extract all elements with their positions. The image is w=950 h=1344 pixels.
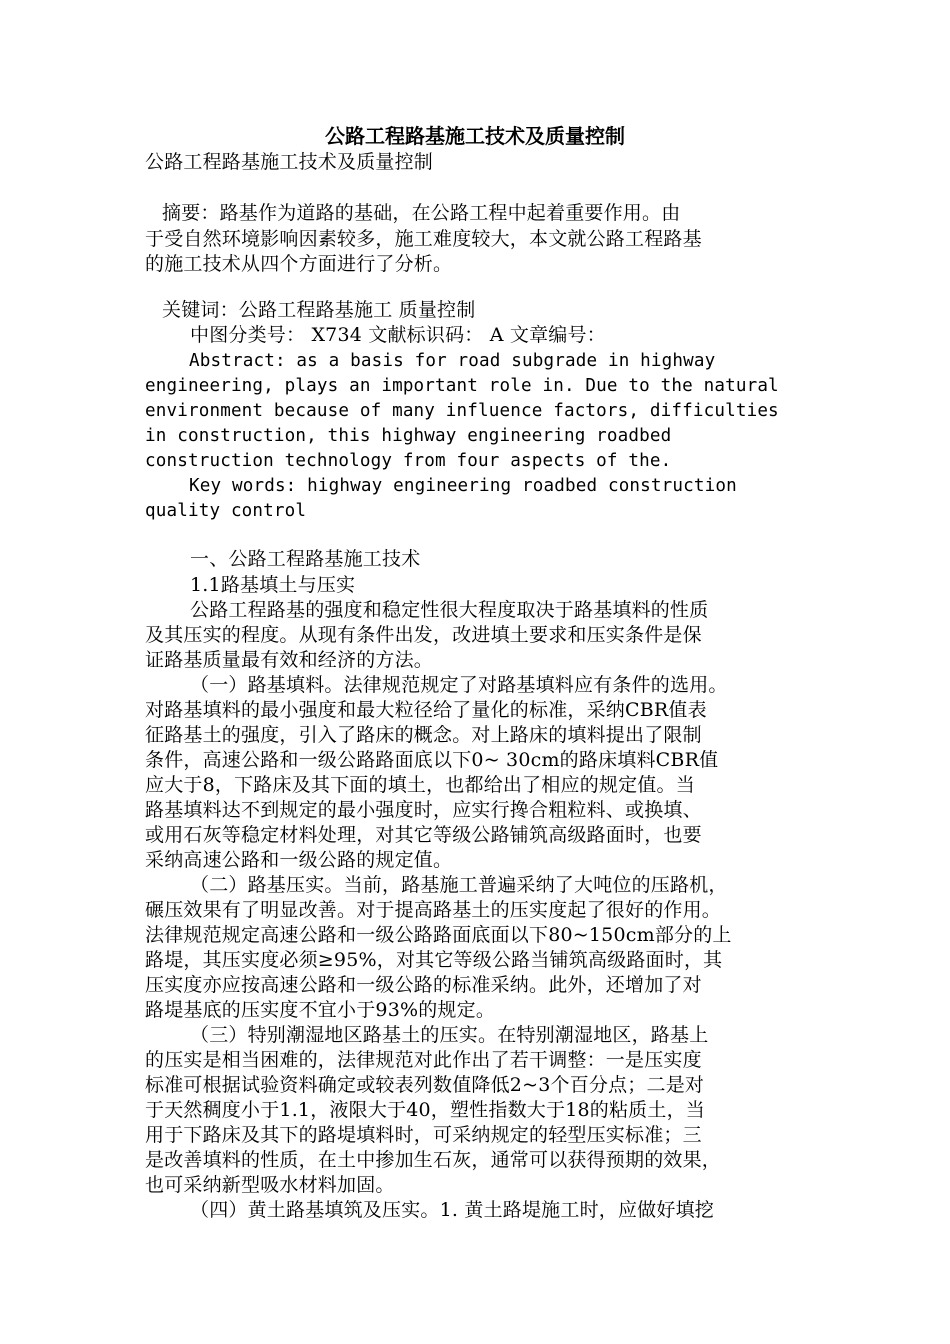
body-line: 或用石灰等稳定材料处理，对其它等级公路铺筑高级路面时，也要 bbox=[145, 824, 702, 846]
body-line: 路堤，其压实度必须≥95%，对其它等级公路当铺筑高级路面时，其 bbox=[145, 949, 723, 971]
abstract-cn-line: 的施工技术从四个方面进行了分析。 bbox=[145, 253, 453, 275]
subsection-heading: 1.1路基填土与压实 bbox=[190, 574, 356, 596]
abstract-en-line: in construction, this highway engineering roadbed bbox=[145, 426, 672, 446]
body-line: 路堤基底的压实度不宜小于93%的规定。 bbox=[145, 999, 496, 1021]
keywords-en-line: quality control bbox=[145, 501, 307, 521]
body-line: 用于下路床及其下的路堤填料时，可采纳规定的轻型压实标准；三 bbox=[145, 1124, 702, 1146]
abstract-cn-line: 于受自然环境影响因素较多，施工难度较大，本文就公路工程路基 bbox=[145, 228, 702, 250]
body-line: 于天然稠度小于1.1，液限大于40，塑性指数大于18的粘质土，当 bbox=[145, 1099, 705, 1121]
body-line: 对路基填料的最小强度和最大粒径给了量化的标准，采纳CBR值表 bbox=[145, 699, 707, 721]
body-line: 公路工程路基的强度和稳定性很大程度取决于路基填料的性质 bbox=[190, 599, 709, 621]
body-line: 法律规范规定高速公路和一级公路路面底面以下80~150cm部分的上 bbox=[145, 924, 732, 946]
body-line: （四）黄土路基填筑及压实。1. 黄土路堤施工时，应做好填挖 bbox=[190, 1199, 714, 1221]
body-line: 的压实是相当困难的，法律规范对此作出了若干调整：一是压实度 bbox=[145, 1049, 702, 1071]
body-line: 证路基质量最有效和经济的方法。 bbox=[145, 649, 434, 671]
body-line: 标准可根据试验资料确定或较表列数值降低2~3个百分点；二是对 bbox=[145, 1074, 705, 1096]
body-line: 压实度亦应按高速公路和一级公路的标准采纳。此外，还增加了对 bbox=[145, 974, 702, 996]
body-line: 也可采纳新型吸水材料加固。 bbox=[145, 1174, 395, 1196]
abstract-en-line: construction technology from four aspects of the. bbox=[145, 451, 672, 471]
abstract-cn-line: 摘要：路基作为道路的基础，在公路工程中起着重要作用。由 bbox=[162, 202, 681, 224]
body-line: 征路基土的强度，引入了路床的概念。对上路床的填料提出了限制 bbox=[145, 724, 702, 746]
body-line: 路基填料达不到规定的最小强度时，应实行搀合粗粒料、或换填、 bbox=[145, 799, 702, 821]
body-line: 是改善填料的性质，在土中掺加生石灰，通常可以获得预期的效果， bbox=[145, 1149, 722, 1171]
abstract-en-line: engineering, plays an important role in. Due to the natural bbox=[145, 376, 779, 396]
body-line: （二）路基压实。当前，路基施工普遍采纳了大吨位的压路机， bbox=[190, 874, 728, 896]
document-title: 公路工程路基施工技术及质量控制 bbox=[325, 124, 625, 148]
body-line: （一）路基填料。法律规范规定了对路基填料应有条件的选用。 bbox=[190, 674, 728, 696]
abstract-en-line: environment because of many influence factors, difficulties bbox=[145, 401, 779, 421]
body-line: （三）特别潮湿地区路基土的压实。在特别潮湿地区，路基上 bbox=[190, 1024, 709, 1046]
body-line: 应大于8，下路床及其下面的填土，也都给出了相应的规定值。当 bbox=[145, 774, 695, 796]
section-heading: 一、公路工程路基施工技术 bbox=[190, 548, 421, 570]
abstract-en-line: Abstract: as a basis for road subgrade in highway bbox=[189, 351, 716, 371]
body-line: 碾压效果有了明显改善。对于提高路基土的压实度起了很好的作用。 bbox=[145, 899, 722, 921]
body-line: 采纳高速公路和一级公路的规定值。 bbox=[145, 849, 453, 871]
body-line: 及其压实的程度。从现有条件出发，改进填土要求和压实条件是保 bbox=[145, 624, 702, 646]
classification-line: 中图分类号： X734 文献标识码： A 文章编号： bbox=[190, 324, 606, 346]
body-line: 条件，高速公路和一级公路路面底以下0~ 30cm的路床填料CBR值 bbox=[145, 749, 719, 771]
keywords-en-line: Key words: highway engineering roadbed construction bbox=[189, 476, 737, 496]
subtitle-line: 公路工程路基施工技术及质量控制 bbox=[145, 151, 434, 173]
keywords-cn-line: 关键词：公路工程路基施工 质量控制 bbox=[162, 299, 476, 321]
